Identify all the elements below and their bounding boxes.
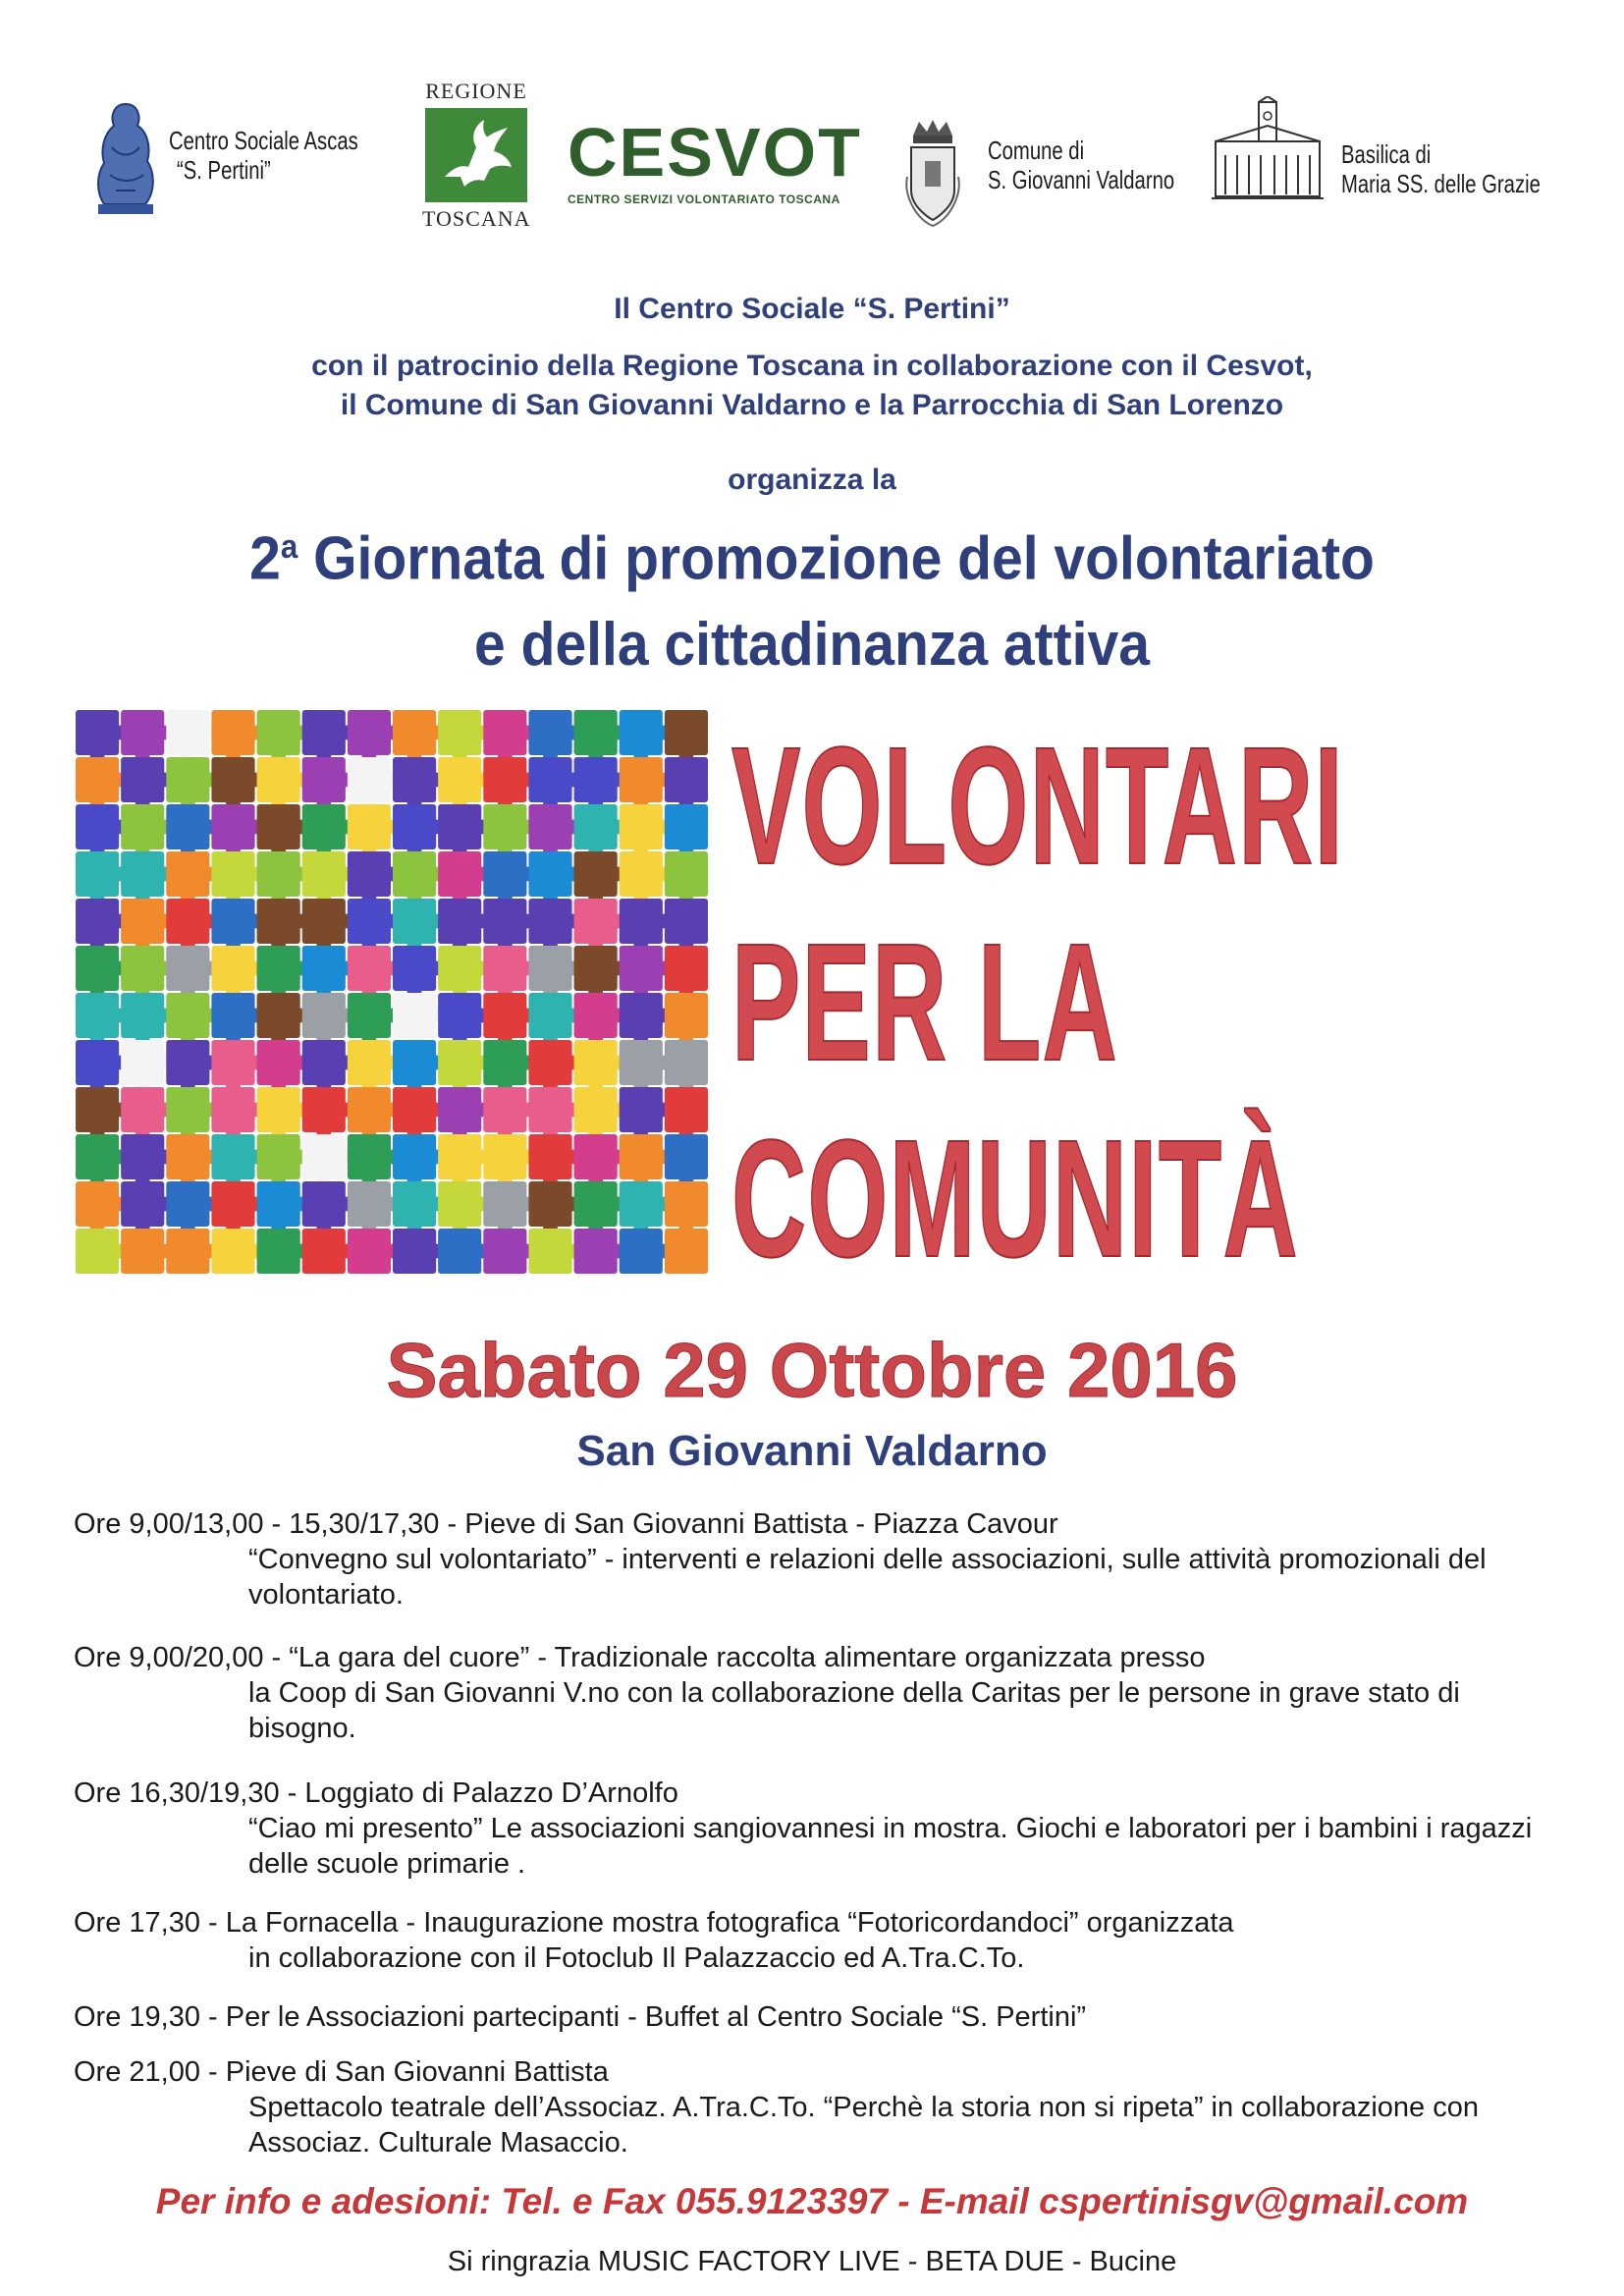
puzzle-piece — [121, 1134, 164, 1179]
puzzle-piece — [257, 946, 300, 991]
puzzle-piece — [620, 993, 663, 1038]
ascas-logo — [86, 98, 165, 221]
puzzle-piece — [166, 804, 209, 849]
puzzle-piece — [574, 1181, 618, 1227]
puzzle-piece — [302, 710, 346, 755]
comune-line2: S. Giovanni Valdarno — [988, 165, 1175, 194]
puzzle-piece — [348, 946, 391, 991]
title-line-2: PER LA — [731, 909, 1118, 1096]
puzzle-piece — [257, 899, 300, 944]
puzzle-piece — [166, 946, 209, 991]
puzzle-piece — [166, 1229, 209, 1274]
regione-bottom-label: TOSCANA — [422, 206, 531, 231]
puzzle-piece — [483, 804, 526, 849]
puzzle-piece — [438, 1181, 481, 1227]
church-icon — [1210, 96, 1326, 206]
regione-toscana-logo — [422, 79, 530, 232]
event-date: Sabato 29 Ottobre 2016 — [386, 1327, 1238, 1413]
puzzle-piece — [257, 710, 300, 755]
puzzle-piece — [393, 993, 436, 1038]
puzzle-piece — [574, 804, 618, 849]
puzzle-piece — [620, 1181, 663, 1227]
puzzle-piece — [528, 1229, 571, 1274]
puzzle-piece — [348, 710, 391, 755]
puzzle-piece — [211, 1229, 254, 1274]
puzzle-piece — [438, 946, 481, 991]
puzzle-piece — [257, 1134, 300, 1179]
puzzle-piece — [438, 1040, 481, 1085]
puzzle-piece — [483, 1040, 526, 1085]
thanks-line: Si ringrazia MUSIC FACTORY LIVE - BETA DUE - Bucine — [447, 2246, 1177, 2277]
puzzle-piece — [393, 1134, 436, 1179]
puzzle-piece — [665, 710, 708, 755]
puzzle-piece — [393, 1229, 436, 1274]
puzzle-piece — [574, 757, 618, 802]
puzzle-piece — [620, 804, 663, 849]
puzzle-piece — [76, 757, 119, 802]
schedule-time-3: Ore 16,30/19,30 - Loggiato di Palazzo D’Arnolfo — [74, 1777, 678, 1809]
puzzle-piece — [483, 1087, 526, 1132]
puzzle-piece — [574, 946, 618, 991]
puzzle-piece — [665, 1134, 708, 1179]
puzzle-piece — [574, 1134, 618, 1179]
puzzle-piece — [76, 1134, 119, 1179]
puzzle-piece — [121, 1181, 164, 1227]
puzzle-piece — [211, 710, 254, 755]
puzzle-piece — [166, 993, 209, 1038]
puzzle-piece — [348, 993, 391, 1038]
puzzle-piece — [257, 1229, 300, 1274]
ascas-line1: Centro Sociale Ascas — [169, 126, 358, 155]
puzzle-piece — [302, 1229, 346, 1274]
puzzle-piece — [393, 710, 436, 755]
puzzle-piece — [620, 851, 663, 897]
puzzle-piece — [348, 1134, 391, 1179]
puzzle-piece — [438, 804, 481, 849]
puzzle-piece — [302, 757, 346, 802]
puzzle-piece — [665, 757, 708, 802]
puzzle-piece — [302, 899, 346, 944]
puzzle-piece — [211, 1134, 254, 1179]
puzzle-piece — [211, 946, 254, 991]
puzzle-piece — [348, 1181, 391, 1227]
puzzle-piece — [211, 1181, 254, 1227]
puzzle-piece — [121, 757, 164, 802]
schedule-detail-1: “Convegno sul volontariato” - interventi e relazioni delle associazioni, sulle attività promozionali del volontariato. — [248, 1544, 1487, 1611]
puzzle-piece — [257, 1040, 300, 1085]
intro-line-1: Il Centro Sociale “S. Pertini” — [614, 293, 1010, 325]
puzzle-piece — [257, 993, 300, 1038]
event-place: San Giovanni Valdarno — [576, 1427, 1048, 1475]
title-line-1: VOLONTARI — [731, 713, 1345, 900]
schedule-time-5: Ore 19,30 - Per le Associazioni partecipanti - Buffet al Centro Sociale “S. Pertini” — [74, 2001, 1087, 2033]
puzzle-piece — [121, 1040, 164, 1085]
puzzle-piece — [348, 1040, 391, 1085]
puzzle-piece — [166, 899, 209, 944]
puzzle-piece — [257, 851, 300, 897]
puzzle-piece — [620, 757, 663, 802]
basilica-line2: Maria SS. delle Grazie — [1341, 169, 1541, 198]
puzzle-piece — [121, 710, 164, 755]
pegasus-icon — [425, 108, 527, 202]
puzzle-piece — [620, 946, 663, 991]
puzzle-piece — [348, 1087, 391, 1132]
puzzle-piece — [483, 710, 526, 755]
headline-rest: Giornata di promozione del volontariato — [298, 524, 1375, 593]
puzzle-piece — [302, 804, 346, 849]
puzzle-piece — [302, 1134, 346, 1179]
puzzle-piece — [166, 1134, 209, 1179]
headline-ordinal: a — [280, 528, 298, 566]
puzzle-piece — [528, 1040, 571, 1085]
puzzle-piece — [348, 899, 391, 944]
puzzle-piece — [483, 993, 526, 1038]
puzzle-piece — [211, 851, 254, 897]
cesvot-name: CESVOT — [568, 114, 862, 191]
puzzle-piece — [438, 899, 481, 944]
puzzle-piece — [121, 946, 164, 991]
puzzle-piece — [302, 1040, 346, 1085]
comune-name — [988, 136, 1227, 194]
puzzle-piece — [121, 993, 164, 1038]
schedule-detail-6: Spettacolo teatrale dell’Associaz. A.Tra.C.To. “Perchè la storia non si ripeta” in collaborazione con Associaz. Culturale Masaccio. — [248, 2092, 1480, 2159]
puzzle-piece — [393, 1040, 436, 1085]
title-line-3: COMUNITÀ — [731, 1106, 1299, 1292]
puzzle-piece — [257, 1181, 300, 1227]
puzzle-piece — [393, 757, 436, 802]
puzzle-piece — [665, 851, 708, 897]
puzzle-piece — [302, 946, 346, 991]
puzzle-piece — [76, 899, 119, 944]
puzzle-piece — [76, 993, 119, 1038]
puzzle-piece — [483, 1229, 526, 1274]
cesvot-wordmark — [568, 114, 862, 191]
puzzle-piece — [528, 1087, 571, 1132]
puzzle-piece — [76, 1229, 119, 1274]
puzzle-piece — [665, 1181, 708, 1227]
puzzle-piece — [574, 899, 618, 944]
schedule-detail-3: “Ciao mi presento” Le associazioni sangiovannesi in mostra. Giochi e laboratori per i bambini i ragazzi delle scuole primarie . — [248, 1813, 1533, 1880]
puzzle-piece — [528, 804, 571, 849]
statue-icon — [86, 98, 165, 216]
puzzle-piece — [665, 1087, 708, 1132]
schedule-time-1: Ore 9,00/13,00 - 15,30/17,30 - Pieve di San Giovanni Battista - Piazza Cavour — [74, 1508, 1058, 1540]
schedule-time-2: Ore 9,00/20,00 - “La gara del cuore” - Tradizionale raccolta alimentare organizzata presso — [74, 1642, 1206, 1673]
puzzle-piece — [348, 1229, 391, 1274]
puzzle-piece — [121, 1087, 164, 1132]
puzzle-piece — [348, 757, 391, 802]
puzzle-piece — [393, 1181, 436, 1227]
puzzle-piece — [257, 804, 300, 849]
puzzle-piece — [76, 1040, 119, 1085]
puzzle-piece — [574, 1229, 618, 1274]
puzzle-piece — [348, 851, 391, 897]
puzzle-piece — [166, 851, 209, 897]
puzzle-piece — [211, 1087, 254, 1132]
puzzle-piece — [620, 899, 663, 944]
puzzle-piece — [665, 1040, 708, 1085]
puzzle-piece — [574, 710, 618, 755]
puzzle-piece — [393, 1087, 436, 1132]
puzzle-piece — [528, 757, 571, 802]
puzzle-piece — [302, 1181, 346, 1227]
intro-line-3: il Comune di San Giovanni Valdarno e la Parrocchia di San Lorenzo — [340, 389, 1284, 421]
puzzle-piece — [438, 993, 481, 1038]
coat-of-arms-icon — [903, 118, 962, 232]
puzzle-piece — [393, 899, 436, 944]
ascas-line2: “S. Pertini” — [177, 155, 271, 185]
puzzle-piece — [483, 851, 526, 897]
puzzle-piece — [528, 899, 571, 944]
puzzle-piece — [438, 1229, 481, 1274]
headline-number: 2 — [249, 524, 281, 593]
puzzle-piece — [438, 710, 481, 755]
puzzle-piece — [528, 851, 571, 897]
puzzle-piece — [438, 1134, 481, 1179]
organizza-label: organizza la — [728, 464, 896, 496]
intro-line-2: con il patrocinio della Regione Toscana in collaborazione con il Cesvot, — [311, 350, 1313, 382]
puzzle-piece — [620, 1229, 663, 1274]
puzzle-piece — [211, 899, 254, 944]
puzzle-piece — [665, 946, 708, 991]
comune-logo — [903, 118, 962, 237]
puzzle-piece — [76, 1181, 119, 1227]
puzzle-piece — [302, 851, 346, 897]
regione-top-label: REGIONE — [425, 79, 527, 103]
puzzle-piece — [257, 1087, 300, 1132]
puzzle-piece — [211, 1040, 254, 1085]
schedule-detail-4: in collaborazione con il Fotoclub Il Palazzaccio ed A.Tra.C.To. — [248, 1942, 1025, 1974]
puzzle-piece — [483, 1134, 526, 1179]
puzzle-piece — [620, 710, 663, 755]
puzzle-piece — [528, 1181, 571, 1227]
puzzle-piece — [665, 804, 708, 849]
contact-info: Per info e adesioni: Tel. e Fax 055.9123397 - E-mail cspertinisgv@gmail.com — [155, 2181, 1469, 2221]
puzzle-piece — [438, 851, 481, 897]
puzzle-piece — [302, 1087, 346, 1132]
puzzle-piece — [483, 1181, 526, 1227]
basilica-line1: Basilica di — [1341, 139, 1432, 169]
schedule-time-4: Ore 17,30 - La Fornacella - Inaugurazione mostra fotografica “Fotoricordandoci” organizzata — [74, 1907, 1234, 1939]
puzzle-piece — [483, 899, 526, 944]
puzzle-piece — [665, 993, 708, 1038]
puzzle-piece — [574, 1040, 618, 1085]
puzzle-piece — [665, 899, 708, 944]
schedule-item-6 — [74, 2054, 1566, 2160]
puzzle-piece — [574, 851, 618, 897]
puzzle-piece — [76, 851, 119, 897]
puzzle-piece — [121, 851, 164, 897]
puzzle-mosaic — [75, 709, 709, 1275]
puzzle-piece — [166, 1040, 209, 1085]
puzzle-piece — [528, 993, 571, 1038]
schedule-time-6: Ore 21,00 - Pieve di San Giovanni Battista — [74, 2056, 609, 2088]
schedule-item-5 — [74, 1999, 1566, 2035]
puzzle-piece — [166, 1087, 209, 1132]
cesvot-subtitle: CENTRO SERVIZI VOLONTARIATO TOSCANA — [568, 192, 840, 206]
puzzle-piece — [76, 1087, 119, 1132]
puzzle-piece — [393, 804, 436, 849]
schedule-item-1 — [74, 1506, 1566, 1613]
puzzle-piece — [438, 1087, 481, 1132]
schedule-item-4 — [74, 1905, 1566, 1976]
comune-line1: Comune di — [988, 136, 1085, 165]
schedule-detail-2: la Coop di San Giovanni V.no con la collaborazione della Caritas per le persone in grave stato di bisogno. — [248, 1677, 1460, 1744]
schedule-item-3 — [74, 1776, 1566, 1882]
puzzle-piece — [121, 899, 164, 944]
puzzle-piece — [483, 757, 526, 802]
puzzle-piece — [76, 710, 119, 755]
puzzle-piece — [574, 993, 618, 1038]
puzzle-piece — [620, 1040, 663, 1085]
puzzle-piece — [166, 710, 209, 755]
puzzle-piece — [76, 804, 119, 849]
puzzle-piece — [121, 804, 164, 849]
puzzle-piece — [528, 710, 571, 755]
puzzle-piece — [257, 757, 300, 802]
puzzle-piece — [393, 851, 436, 897]
puzzle-piece — [121, 1229, 164, 1274]
puzzle-piece — [211, 757, 254, 802]
basilica-logo — [1210, 96, 1326, 211]
puzzle-piece — [620, 1134, 663, 1179]
basilica-name — [1341, 139, 1597, 198]
headline-line-1 — [65, 513, 1559, 594]
puzzle-piece — [211, 993, 254, 1038]
puzzle-piece — [348, 804, 391, 849]
puzzle-piece — [528, 946, 571, 991]
puzzle-piece — [574, 1087, 618, 1132]
puzzle-piece — [528, 1134, 571, 1179]
puzzle-piece — [483, 946, 526, 991]
puzzle-piece — [393, 946, 436, 991]
puzzle-piece — [211, 804, 254, 849]
puzzle-piece — [620, 1087, 663, 1132]
headline-line-2: e della cittadinanza attiva — [474, 611, 1150, 679]
puzzle-piece — [665, 1229, 708, 1274]
puzzle-piece — [166, 1181, 209, 1227]
cesvot-logo — [568, 114, 862, 206]
schedule-item-2 — [74, 1640, 1566, 1746]
puzzle-piece — [166, 757, 209, 802]
ascas-name — [169, 126, 411, 185]
puzzle-piece — [76, 946, 119, 991]
puzzle-piece — [438, 757, 481, 802]
puzzle-piece — [302, 993, 346, 1038]
